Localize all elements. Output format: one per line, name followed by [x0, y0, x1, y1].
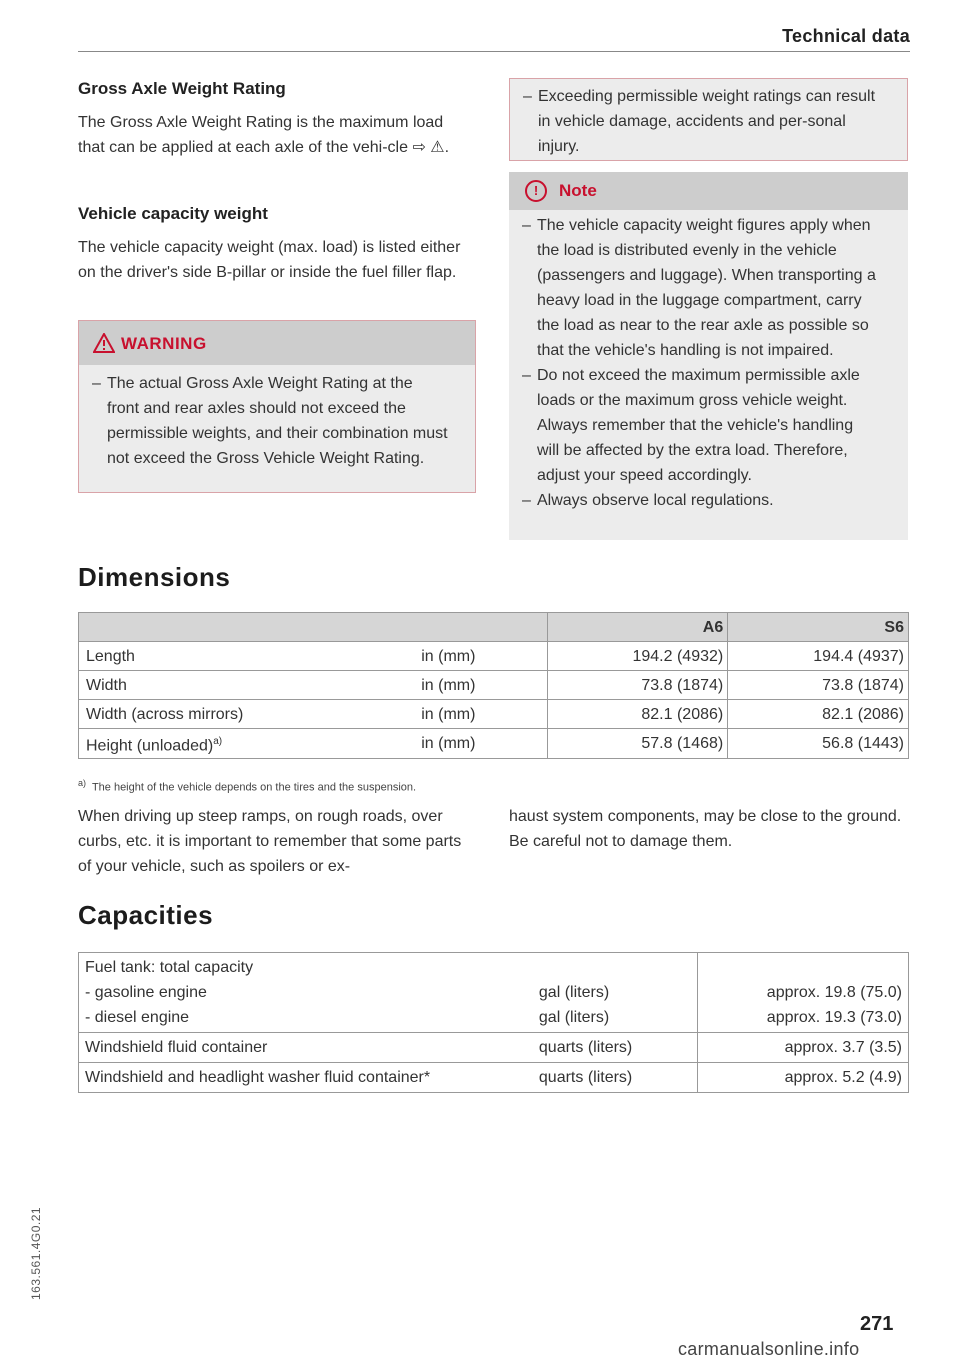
table-header-empty	[79, 613, 548, 642]
a6-value: 73.8 (1874)	[548, 671, 728, 700]
s6-value: 194.4 (4937)	[728, 642, 909, 671]
ground-clearance-text-right: haust system components, may be close to the ground. Be careful not to damage them.	[509, 808, 902, 850]
page-number: 271	[860, 1313, 894, 1335]
a6-value: 194.2 (4932)	[548, 642, 728, 671]
dimensions-heading: Dimensions	[78, 562, 231, 592]
row-label: Width (across mirrors)	[79, 700, 294, 729]
page-header-title: Technical data	[782, 26, 910, 46]
capacity-heading: Vehicle capacity weight	[78, 204, 268, 223]
row-label: Fuel tank: total capacity - gasoline engine - diesel engine	[79, 953, 533, 1033]
warning-triangle-icon	[93, 333, 115, 353]
warning-header	[79, 321, 475, 365]
capacities-table	[78, 952, 909, 1093]
dimensions-table	[78, 612, 909, 759]
warning-list	[79, 371, 449, 471]
table-header-row	[79, 613, 909, 642]
warning-label: WARNING	[121, 334, 207, 353]
table-row	[79, 642, 909, 671]
gawr-heading: Gross Axle Weight Rating	[78, 79, 286, 98]
row-unit: in (mm)	[293, 671, 548, 700]
table-row	[79, 700, 909, 729]
row-value: approx. 5.2 (4.9)	[698, 1063, 909, 1093]
table-row	[79, 1033, 909, 1063]
gawr-text	[78, 110, 473, 160]
column-header-s6: S6	[728, 613, 909, 642]
row-unit: in (mm)	[293, 700, 548, 729]
list-item: – Exceeding permissible weight ratings can result in vehicle damage, accidents and per-sonal injury.	[523, 88, 876, 155]
capacities-heading: Capacities	[78, 900, 214, 930]
row-unit: quarts (liters)	[533, 1063, 698, 1093]
table-row	[79, 729, 909, 759]
table-row	[79, 671, 909, 700]
row-unit: in (mm)	[293, 729, 548, 759]
row-label: Length	[79, 642, 294, 671]
watermark: carmanualsonline.info	[678, 1339, 860, 1359]
list-item: – The actual Gross Axle Weight Rating at the front and rear axles should not exceed the permissible weights, and their combination must not exceed the Gross Vehicle Weight Rating.	[92, 375, 448, 467]
note-label: Note	[559, 181, 597, 200]
warning-box	[78, 320, 476, 493]
warning-continuation-list	[510, 84, 880, 159]
row-value: approx. 3.7 (3.5)	[698, 1033, 909, 1063]
list-item: – Do not exceed the maximum permissible axle loads or the maximum gross vehicle weight. Always remember that the vehicle's handling will be affected by the extra load. Therefore, adjust your speed accordingly.	[522, 367, 860, 484]
row-label: Windshield fluid container	[79, 1033, 533, 1063]
table-row	[79, 953, 909, 1033]
row-label: Width	[79, 671, 294, 700]
s6-value: 82.1 (2086)	[728, 700, 909, 729]
dimensions-footnote: $^{a)}$ The height of the vehicle depends on the tires and the suspension.	[78, 778, 417, 794]
header-divider	[78, 51, 910, 52]
info-icon: !	[525, 180, 547, 202]
column-header-a6: A6	[548, 613, 728, 642]
list-item: – The vehicle capacity weight figures apply when the load is distributed evenly in the vehicle (passengers and luggage). When transporting a heavy load in the luggage compartment, carry the load as near to the rear axle as possible so that the vehicle's handling is not impaired.	[522, 217, 876, 359]
row-label: Windshield and headlight washer fluid container*	[79, 1063, 533, 1093]
row-unit: gal (liters) gal (liters)	[533, 953, 698, 1033]
list-item: – Always observe local regulations.	[522, 492, 774, 509]
ground-clearance-text-left: When driving up steep ramps, on rough roads, over curbs, etc. it is important to remember that some parts of your vehicle, such as spoilers or ex-	[78, 808, 462, 875]
row-unit: quarts (liters)	[533, 1033, 698, 1063]
note-header	[509, 172, 908, 210]
row-value: approx. 19.8 (75.0) approx. 19.3 (73.0)	[698, 953, 909, 1033]
s6-value: 56.8 (1443)	[728, 729, 909, 759]
note-list	[509, 213, 879, 513]
footnote-marker: a)	[213, 736, 223, 747]
row-unit: in (mm)	[293, 642, 548, 671]
warning-reference-link[interactable]: ⇨ ⚠.	[412, 139, 450, 156]
gawr-body: The Gross Axle Weight Rating is the maximum load that can be applied at each axle of the vehi-cle	[78, 114, 444, 156]
a6-value: 57.8 (1468)	[548, 729, 728, 759]
note-box	[509, 172, 908, 540]
warning-continuation-box	[509, 78, 908, 161]
s6-value: 73.8 (1874)	[728, 671, 909, 700]
a6-value: 82.1 (2086)	[548, 700, 728, 729]
capacity-text: The vehicle capacity weight (max. load) is listed either on the driver's side B-pillar or inside the fuel filler flap.	[78, 239, 461, 281]
table-row	[79, 1063, 909, 1093]
document-code: 163.561.4G0.21	[29, 1206, 43, 1300]
row-label: Height (unloaded)$^{a)}$	[79, 729, 294, 759]
